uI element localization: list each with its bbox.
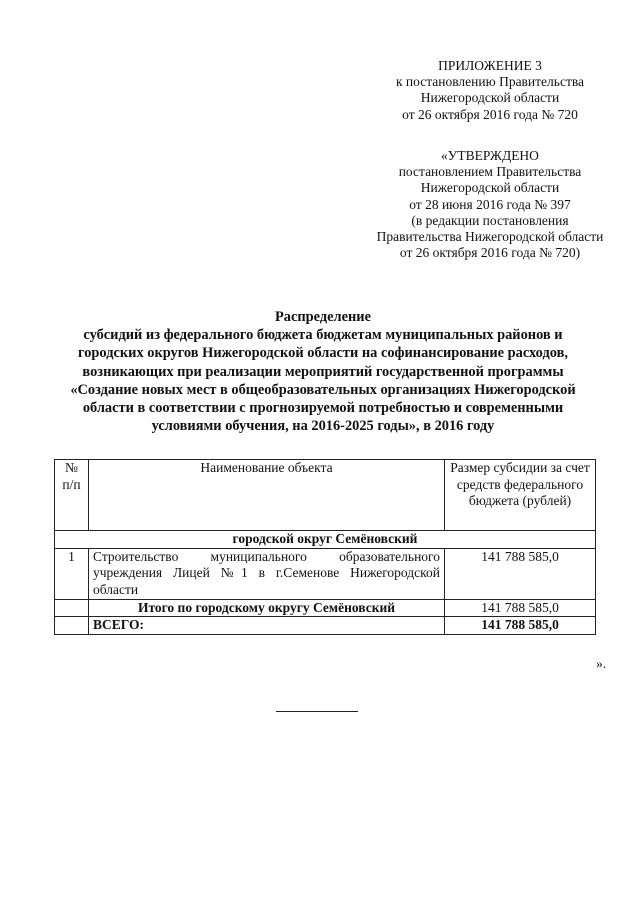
title-line: области в соответствии с прогнозируемой потребностью и современными: [82, 400, 564, 417]
total-spacer-cell: [55, 599, 89, 617]
row-object-name: Строительство муниципального образовательного учреждения Лицей №1 в г.Семенове Нижегородской области: [89, 548, 445, 599]
header-subsidy-amount: Размер субсидии за счет средств федерального бюджета (рублей): [445, 460, 596, 531]
approval-line: Правительства Нижегородской области: [376, 229, 604, 245]
district-total-amount: 141 788 585,0: [445, 599, 596, 617]
approval-line: «УТВЕРЖДЕНО: [441, 148, 539, 163]
grand-total-row: [55, 617, 596, 635]
closing-quote-mark: ».: [596, 656, 607, 671]
title-line: Распределение: [275, 309, 371, 325]
approval-stamp-text: [363, 148, 617, 261]
end-divider-line: [276, 711, 358, 712]
row-subsidy-amount: 141 788 585,0: [445, 548, 596, 599]
appendix-line: от 26 октября 2016 года № 720: [402, 106, 578, 122]
grand-total-label: ВСЕГО:: [89, 617, 445, 635]
district-name: городской округ Семёновский: [55, 531, 596, 549]
approval-line: постановлением Правительства: [398, 164, 582, 180]
title-line: субсидий из федерального бюджета бюджетам муниципальных районов и: [83, 327, 563, 344]
header-object-name: Наименование объекта: [89, 460, 445, 531]
appendix-header: [375, 58, 605, 123]
grand-total-spacer-cell: [55, 617, 89, 635]
district-total-row: [55, 599, 596, 617]
grand-total-amount: 141 788 585,0: [445, 617, 596, 635]
title-line: городских округов Нижегородской области на софинансирование расходов,: [78, 345, 568, 362]
approval-line: (в редакции постановления: [411, 212, 569, 228]
approval-line: от 28 июня 2016 года № 397: [409, 196, 571, 212]
district-row: [55, 531, 596, 549]
table-row: [55, 548, 596, 599]
subsidy-table: [54, 459, 596, 635]
document-title: [40, 308, 606, 435]
district-total-label: Итого по городскому округу Семёновский: [89, 599, 445, 617]
title-line: условиями обучения, на 2016-2025 годы», в 2016 году: [151, 418, 495, 435]
appendix-line: к постановлению Правительства: [395, 74, 585, 90]
appendix-line: Нижегородской области: [420, 90, 560, 106]
row-number: 1: [55, 548, 89, 599]
approval-line: Нижегородской области: [420, 180, 560, 196]
approval-line: от 26 октября 2016 года № 720): [399, 245, 581, 261]
header-number: № п/п: [55, 460, 89, 531]
table-header-row: [55, 460, 596, 531]
appendix-line: ПРИЛОЖЕНИЕ 3: [438, 58, 542, 73]
title-line: «Создание новых мест в общеобразовательных организациях Нижегородской: [70, 381, 576, 398]
title-line: возникающих при реализации мероприятий государственной программы: [82, 363, 564, 380]
